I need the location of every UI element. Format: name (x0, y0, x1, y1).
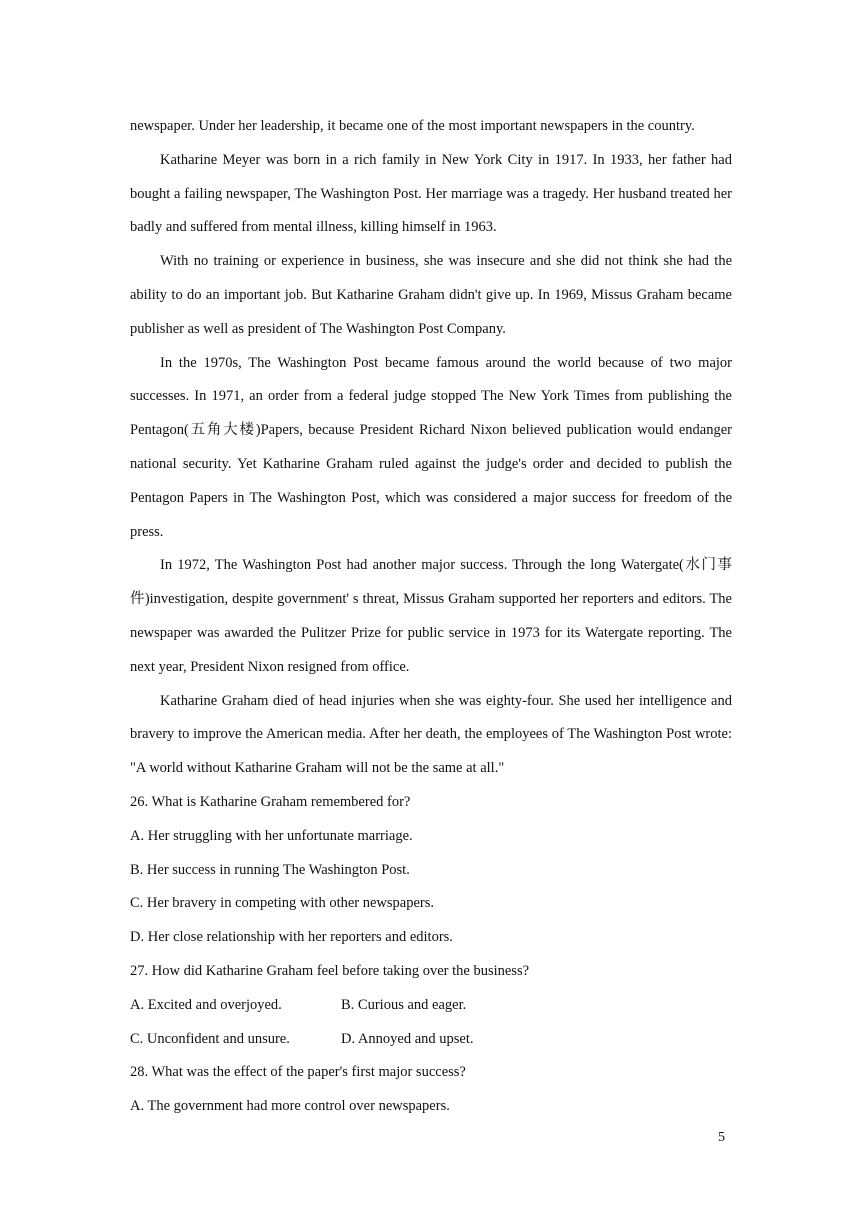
question-27-option-c: C. Unconfident and unsure. (130, 1030, 290, 1047)
article-paragraph-1: Katharine Meyer was born in a rich family in New York City in 1917. In 1933, her father had bought a failing newspaper, The Washington Post. Her marriage was a tragedy. Her husband treated her badly and suffered from mental illness, killing himself in 1963. (130, 151, 732, 236)
page-number: 5 (718, 1130, 725, 1145)
question-27-option-d: D. Annoyed and upset. (341, 1030, 474, 1047)
question-26-option-c: C. Her bravery in competing with other newspapers. (130, 895, 435, 912)
question-26-stem: 26. What is Katharine Graham remembered for? (130, 793, 411, 810)
question-27-options-row-2 (130, 1023, 732, 1057)
question-27-stem: 27. How did Katharine Graham feel before taking over the business? (130, 962, 530, 979)
question-28 (130, 1056, 732, 1124)
article-paragraph-2: With no training or experience in business, she was insecure and she did not think she had the ability to do an important job. But Katharine Graham didn't give up. In 1969, Missus Graham became publisher as well as president of The Washington Post Company. (130, 253, 732, 337)
article-paragraph-3: In the 1970s, The Washington Post became famous around the world because of two major successes. In 1971, an order from a federal judge stopped The New York Times from publishing the Pentagon(五角大楼)Papers, because President Richard Nixon believed publication would endanger national security. Yet Katharine Graham ruled against the judge's order and decided to publish the Pentagon Papers in The Washington Post, which was considered a major success for freedom of the press. (130, 354, 732, 540)
document-page (130, 110, 732, 1124)
question-27-option-a: A. Excited and overjoyed. (130, 996, 282, 1013)
question-27-option-b: B. Curious and eager. (341, 996, 467, 1013)
question-26 (130, 786, 732, 955)
article-lead-line: newspaper. Under her leadership, it became one of the most important newspapers in the country. (130, 118, 695, 134)
question-27-options-row-1 (130, 989, 732, 1023)
question-26-option-a: A. Her struggling with her unfortunate marriage. (130, 827, 413, 844)
article-paragraph-5: Katharine Graham died of head injuries when she was eighty-four. She used her intelligence and bravery to improve the American media. After her death, the employees of The Washington Post wrote: "A world without Katharine Graham will not be the same at all." (130, 692, 732, 777)
question-28-stem: 28. What was the effect of the paper's first major success? (130, 1064, 466, 1081)
question-26-option-b: B. Her success in running The Washington Post. (130, 861, 410, 878)
question-28-option-a: A. The government had more control over newspapers. (130, 1098, 450, 1115)
question-27 (130, 955, 732, 1056)
question-26-option-d: D. Her close relationship with her reporters and editors. (130, 929, 453, 946)
article-paragraph-4: In 1972, The Washington Post had another major success. Through the long Watergate(水门事件)investigation, despite government' s threat, Missus Graham supported her reporters and editors. The newspaper was awarded the Pulitzer Prize for public service in 1973 for its Watergate reporting. The next year, President Nixon resigned from office. (130, 557, 732, 675)
